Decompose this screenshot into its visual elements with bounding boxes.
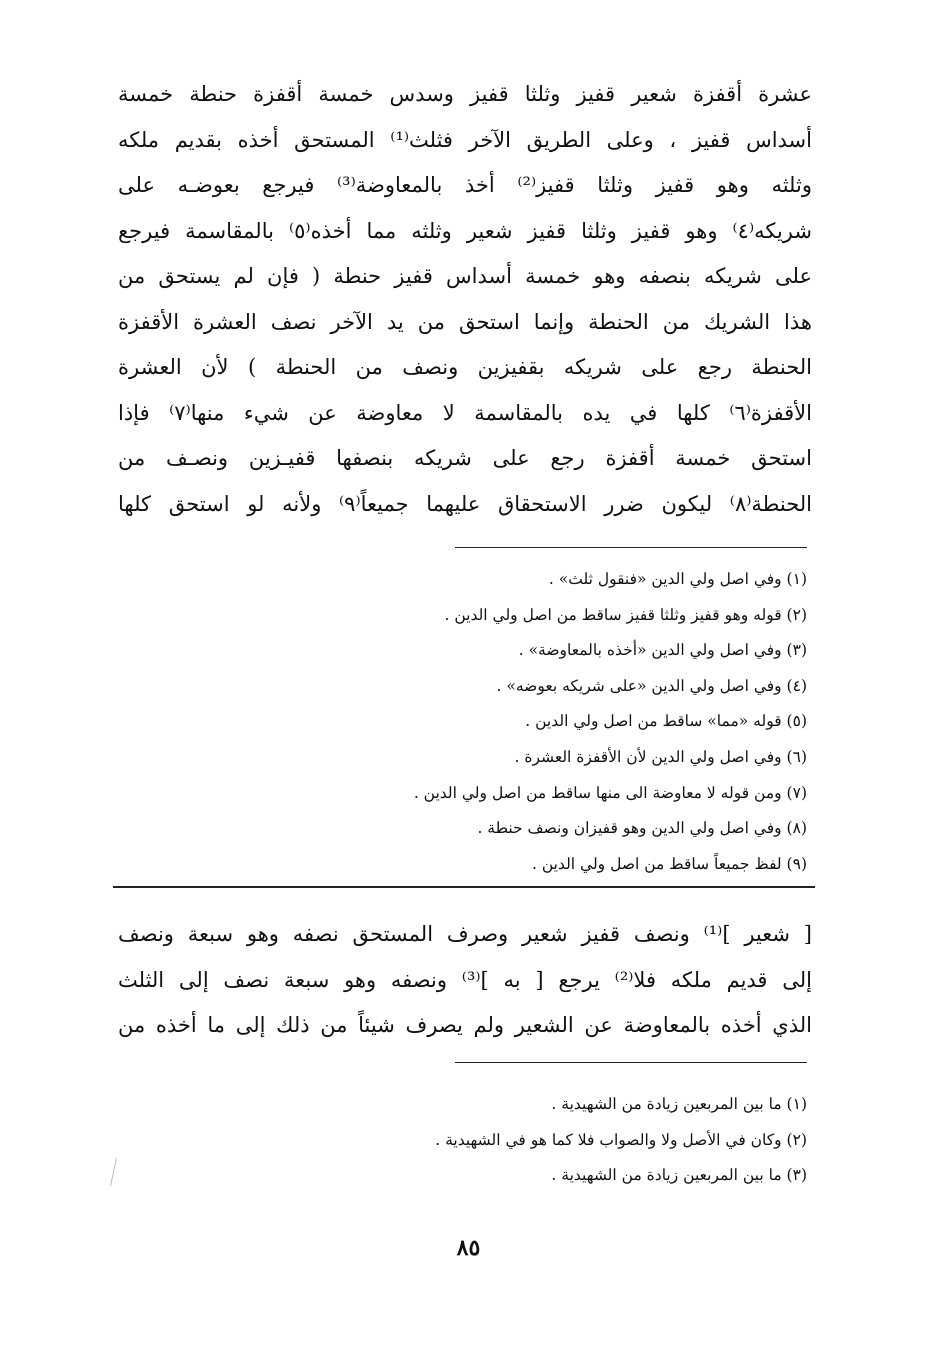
text-line: الحنطة⁽٨⁾ ليكون ضرر الاستحقاق عليهما جميعاً⁽٩⁾ ولأنه لو استحق كلها bbox=[118, 491, 812, 516]
text-line: شريكه⁽٤⁾ وهو قفيز وثلثا قفيز شعير وثلثه مما أخذه⁽٥⁾ بالمقاسمة فيرجع bbox=[118, 218, 812, 243]
page-number: ٨٥ bbox=[456, 1235, 481, 1261]
footnote: (١) ما بين المربعين زيادة من الشهيدية . bbox=[551, 1095, 807, 1113]
text-line: هذا الشريك من الحنطة وإنما استحق من يد الآخر نصف العشرة الأقفزة bbox=[118, 309, 812, 334]
text-line: استحق خمسة أقفزة رجع على شريكه بنصفها قفيـزين ونصـف من bbox=[118, 446, 812, 470]
main-text-block-1 bbox=[118, 72, 812, 527]
footnote: (٤) وفي اصل ولي الدين «على شريكه بعوضه» . bbox=[496, 676, 807, 695]
text-line: وثلثه وهو قفيز وثلثا قفيز⁽²⁾ أخذ بالمعاوضة⁽³⁾ فيرجع بعوضـه على bbox=[118, 173, 812, 197]
text-line: الأقفزة⁽٦⁾ كلها في يده بالمقاسمة لا معاوضة عن شيء منها⁽٧⁾ فإذا bbox=[118, 400, 812, 425]
text-line: إلى قديم ملكه فلا⁽²⁾ يرجع [ به ]⁽³⁾ ونصفه وهو سبعة نصف إلى الثلث bbox=[118, 967, 812, 992]
footnote: (١) وفي اصل ولي الدين «فنقول ثلث» . bbox=[548, 570, 807, 588]
text-line: أسداس قفيز ، وعلى الطريق الآخر فثلث⁽¹⁾ المستحق أخذه بقديم ملكه bbox=[118, 127, 812, 152]
footnote: (٢) قوله وهو قفيز وثلثا قفيز ساقط من اصل ولي الدين . bbox=[444, 605, 807, 624]
text-line: على شريكه بنصفه وهو خمسة أسداس قفيز حنطة ( فإن لم يستحق من bbox=[118, 264, 812, 288]
text-line: الذي أخذه بالمعاوضة عن الشعير ولم يصرف شيئاً من ذلك إلى ما أخذه من bbox=[118, 1013, 812, 1037]
footnote: (٦) وفي اصل ولي الدين لأن الأقفزة العشرة . bbox=[514, 747, 807, 766]
footnote: (٨) وفي اصل ولي الدين وهو قفيزان ونصف حنطة . bbox=[477, 819, 807, 838]
footnote: (٢) وكان في الأصل ولا والصواب فلا كما هو في الشهيدية . bbox=[435, 1130, 807, 1149]
footnote: (٣) وفي اصل ولي الدين «أخذه بالمعاوضة» . bbox=[518, 641, 807, 660]
footnote: (٥) قوله «مما» ساقط من اصل ولي الدين . bbox=[525, 712, 807, 731]
footnote: (٣) ما بين المربعين زيادة من الشهيدية . bbox=[551, 1166, 807, 1185]
footnote-separator bbox=[455, 1062, 807, 1063]
footnote: (٩) لفظ جميعاً ساقط من اصل ولي الدين . bbox=[531, 854, 807, 873]
footnotes-block-1 bbox=[167, 562, 807, 882]
text-line: الحنطة رجع على شريكه بقفيزين ونصف من الحنطة ) لأن العشرة bbox=[118, 355, 812, 379]
text-line: عشرة أقفزة شعير قفيز وثلثا قفيز وسدس خمسة أقفزة حنطة خمسة bbox=[118, 82, 812, 106]
footnote: (٧) ومن قوله لا معاوضة الى منها ساقط من اصل ولي الدين . bbox=[413, 783, 807, 802]
main-text-block-2 bbox=[118, 912, 812, 1049]
margin-mark bbox=[110, 1158, 117, 1186]
footnotes-block-2 bbox=[167, 1087, 807, 1194]
footnote-separator bbox=[455, 547, 807, 548]
section-divider bbox=[113, 886, 815, 888]
text-line: [ شعير ]⁽¹⁾ ونصف قفيز شعير وصرف المستحق نصفه وهو سبعة ونصف bbox=[118, 922, 812, 946]
